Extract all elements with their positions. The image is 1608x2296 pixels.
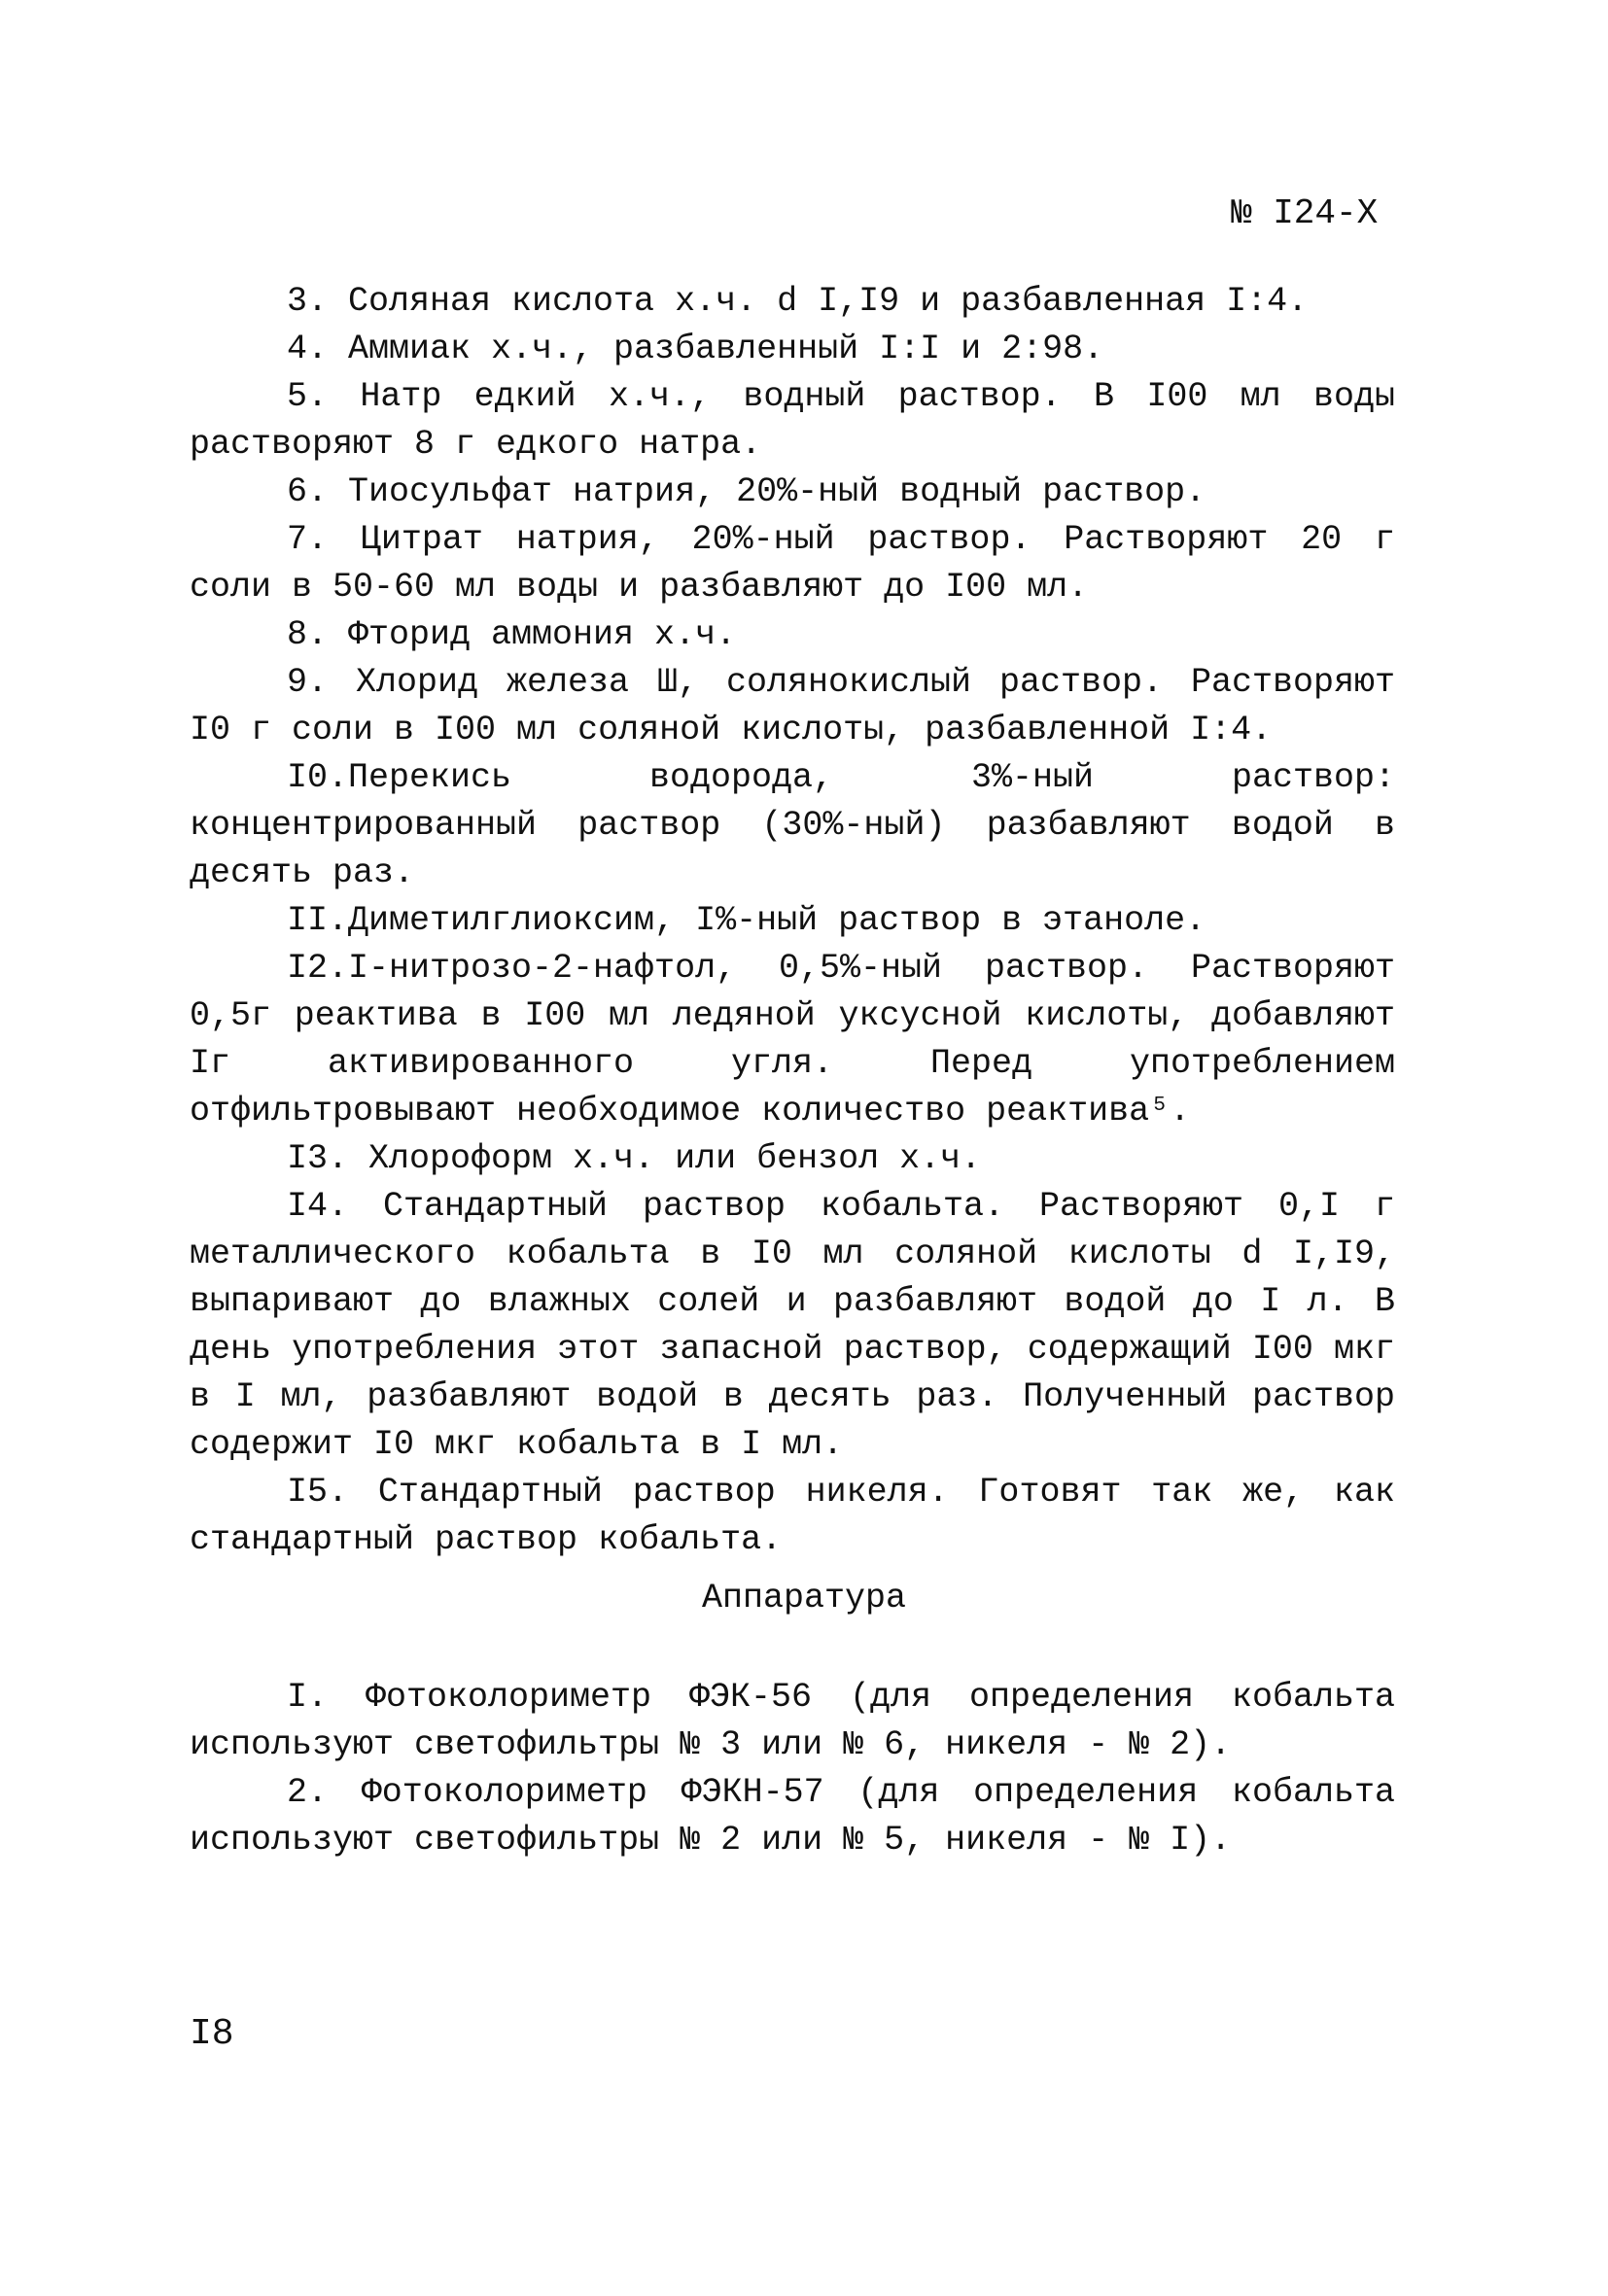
section-title: Аппаратура	[701, 1579, 907, 1618]
reagent-item: 7. Цитрат натрия, 20%-ный раствор. Растворяют 20 г соли в 50-60 мл воды и разбавляют до I00 мл.	[190, 520, 1395, 607]
reagent-item: 9. Хлорид железа Ш, солянокислый раствор. Растворяют I0 г соли в I00 мл соляной кислоты, разбавленной I:4.	[190, 663, 1395, 749]
reagent-item: I0.Перекись водорода, 3%-ный раствор: концентрированный раствор (30%-ный) разбавляют водой в десять раз.	[190, 758, 1395, 892]
reagent-item: 3. Соляная кислота х.ч. d I,I9 и разбавленная I:4.	[287, 282, 1309, 321]
reagent-item: 5. Натр едкий х.ч., водный раствор. В I00 мл воды растворяют 8 г едкого натра.	[190, 377, 1395, 464]
reagent-item: I2.I-нитрозо-2-нафтол, 0,5%-ный раствор. Растворяют 0,5г реактива в I00 мл ледяной уксусной кислоты, добавляют Iг активированного угля. Перед употреблением отфильтровывают необходимое количество реактива⁵.	[190, 949, 1395, 1131]
apparatus-item: 2. Фотоколориметр ФЭКН-57 (для определения кобальта используют светофильтры № 2 или № 5, никеля - № I).	[190, 1773, 1395, 1860]
reagent-item: I4. Стандартный раствор кобальта. Растворяют 0,I г металлического кобальта в I0 мл соляной кислоты d I,I9, выпаривают до влажных солей и разбавляют водой до I л. В день употребления этот запасной раствор, содержащий I00 мкг в I мл, разбавляют водой в десять раз. Полученный раствор содержит I0 мкг кобальта в I мл.	[190, 1187, 1395, 1464]
reagent-item: 4. Аммиак х.ч., разбавленный I:I и 2:98.	[287, 330, 1104, 368]
reagents-list	[190, 278, 1395, 1564]
reagent-item: 8. Фторид аммония х.ч.	[287, 615, 737, 654]
reagent-item: II.Диметилглиоксим, I%-ный раствор в этаноле.	[287, 901, 1206, 940]
reagent-item: 6. Тиосульфат натрия, 20%-ный водный раствор.	[287, 472, 1206, 511]
page-number: I8	[190, 2013, 234, 2055]
reagent-item: I3. Хлороформ х.ч. или бензол х.ч.	[287, 1139, 982, 1178]
reagent-item: I5. Стандартный раствор никеля. Готовят так же, как стандартный раствор кобальта.	[190, 1473, 1395, 1559]
apparatus-list	[190, 1674, 1395, 1864]
document-number: № I24-X	[1231, 193, 1379, 233]
apparatus-item: I. Фотоколориметр ФЭК-56 (для определения кобальта используют светофильтры № 3 или № 6, никеля - № 2).	[190, 1678, 1395, 1764]
